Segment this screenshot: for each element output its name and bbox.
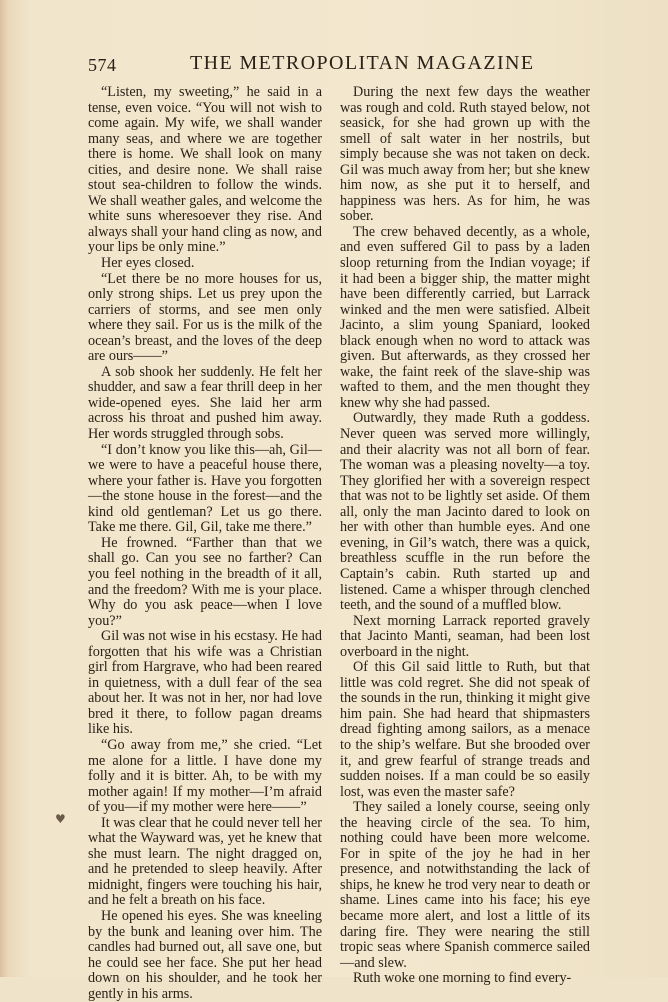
running-title: THE METROPOLITAN MAGAZINE — [190, 52, 535, 74]
paragraph: During the next few days the weather was rough and cold. Ruth stayed below, not seasick, for she had grown up with the smell of salt water in her nostrils, but simply because she was not taken on deck. Gil was much away from her; but she knew him now, as she put it to herself, and happiness was hers. As for him, he was sober. — [340, 84, 590, 225]
page-header — [88, 52, 628, 79]
right-column — [340, 85, 590, 987]
paragraph: Next morning Larrack reported gravely that Jacinto Manti, seaman, had been lost overboard in the night. — [340, 612, 590, 660]
paragraph: A sob shook her suddenly. He felt her shudder, and saw a fear thrill deep in her wide-opened eyes. She laid her arm across his throat and pushed him away. Her words struggled through sobs. — [88, 363, 322, 443]
paragraph: The crew behaved decently, as a whole, and even suffered Gil to pass by a laden sloop returning from the Indian voyage; if it had been a bigger ship, the matter might have been differently carried, but Larrack winked and the men were satisfied. Albeit Jacinto, a slim young Spaniard, looked black enough when no word to attack was given. But afterwards, as they crossed her wake, the faint reek of the slave-ship was wafted to them, and the men thought they knew why she had passed. — [340, 223, 590, 411]
paragraph: Her eyes closed. — [101, 255, 195, 272]
paragraph: They sailed a lonely course, seeing only the heaving circle of the sea. To him, nothing could have been more welcome. For in spite of the joy he had in her presence, and notwithstanding the lack of ships, he knew he trod very near to death or shame. Lines came into his face; his eye became more alert, and lost a little of its daring fire. They were nearing the still tropic seas where Spanish commerce sailed—and slew. — [340, 799, 590, 971]
margin-mark: ♥ — [55, 812, 66, 826]
paragraph: “Let there be no more houses for us, only strong ships. Let us prey upon the carriers of storms, and see men only where they sail. For us is the milk of the ocean’s breast, and the loves of the deep are ours——” — [88, 270, 322, 365]
paragraph: “Listen, my sweeting,” he said in a tense, even voice. “You will not wish to come again. My wife, we shall wander many seas, and where we are together there is home. We shall look on many cities, and desire none. We shall raise stout sea-children to follow the winds. We shall weather gales, and welcome the white suns wheresoever they rise. And always shall your hand cling as now, and your lips be only mine.” — [88, 84, 322, 256]
paragraph: Of this Gil said little to Ruth, but that little was cold regret. She did not speak of the sounds in the run, thinking it might give him pain. She had heard that shipmasters dread fighting among sailors, as a menace to the ship’s welfare. But she brooded over it, and grew fearful of strange treads and sudden noises. If a man could be so easily lost, was even the master safe? — [340, 659, 590, 800]
paragraph: Ruth woke one morning to find every- — [353, 970, 572, 987]
page-edge — [0, 0, 8, 977]
paragraph: “I don’t know you like this—ah, Gil—we were to have a peaceful house there, where your father is. Have you forgotten —the stone house in the forest—and the kind old gentleman? Let us go there. Take me there. Gil, Gil, take me there.” — [88, 441, 322, 536]
paragraph: He opened his eyes. She was kneeling by the bunk and leaning over him. The candles had burned out, all save one, but he could see her face. She put her head down on his shoulder, and he took her gently in his arms. — [88, 907, 322, 1002]
paragraph: “Go away from me,” she cried. “Let me alone for a little. I have done my folly and it is bitter. Ah, to be with my mother again! If my mother—I’m afraid of you—if my mother were here——” — [88, 736, 322, 816]
page-number: 574 — [88, 55, 117, 75]
paragraph: Gil was not wise in his ecstasy. He had forgotten that his wife was a Christian girl from Hargrave, who had been reared in quietness, with a dull fear of the sea about her. It was not in her, nor had love bred it there, to follow pagan dreams like his. — [88, 628, 322, 738]
paragraph: He frowned. “Farther than that we shall go. Can you see no farther? Can you feel nothing in the breadth of it all, and the freedom? With me is your place. Why do you ask peace—when I love you?” — [88, 534, 322, 629]
paragraph: Outwardly, they made Ruth a goddess. Never queen was served more willingly, and their alacrity was not all born of fear. The woman was a pleasing novelty—a toy. They glorified her with a sovereign respect that was not to be lightly set aside. Of them all, only the man Jacinto dared to look on her with other than humble eyes. And one evening, in Gil’s watch, there was a quick, breathless scuffle in the run before the Captain’s cabin. Ruth started up and listened. Came a whisper through clenched teeth, and the sound of a muffled blow. — [340, 410, 590, 614]
left-column — [88, 85, 322, 1002]
paragraph: It was clear that he could never tell her what the Wayward was, yet he knew that she must learn. The night dragged on, and he pretended to sleep heavily. After midnight, fingers were touching his hair, and he felt a breath on his face. — [88, 814, 322, 909]
